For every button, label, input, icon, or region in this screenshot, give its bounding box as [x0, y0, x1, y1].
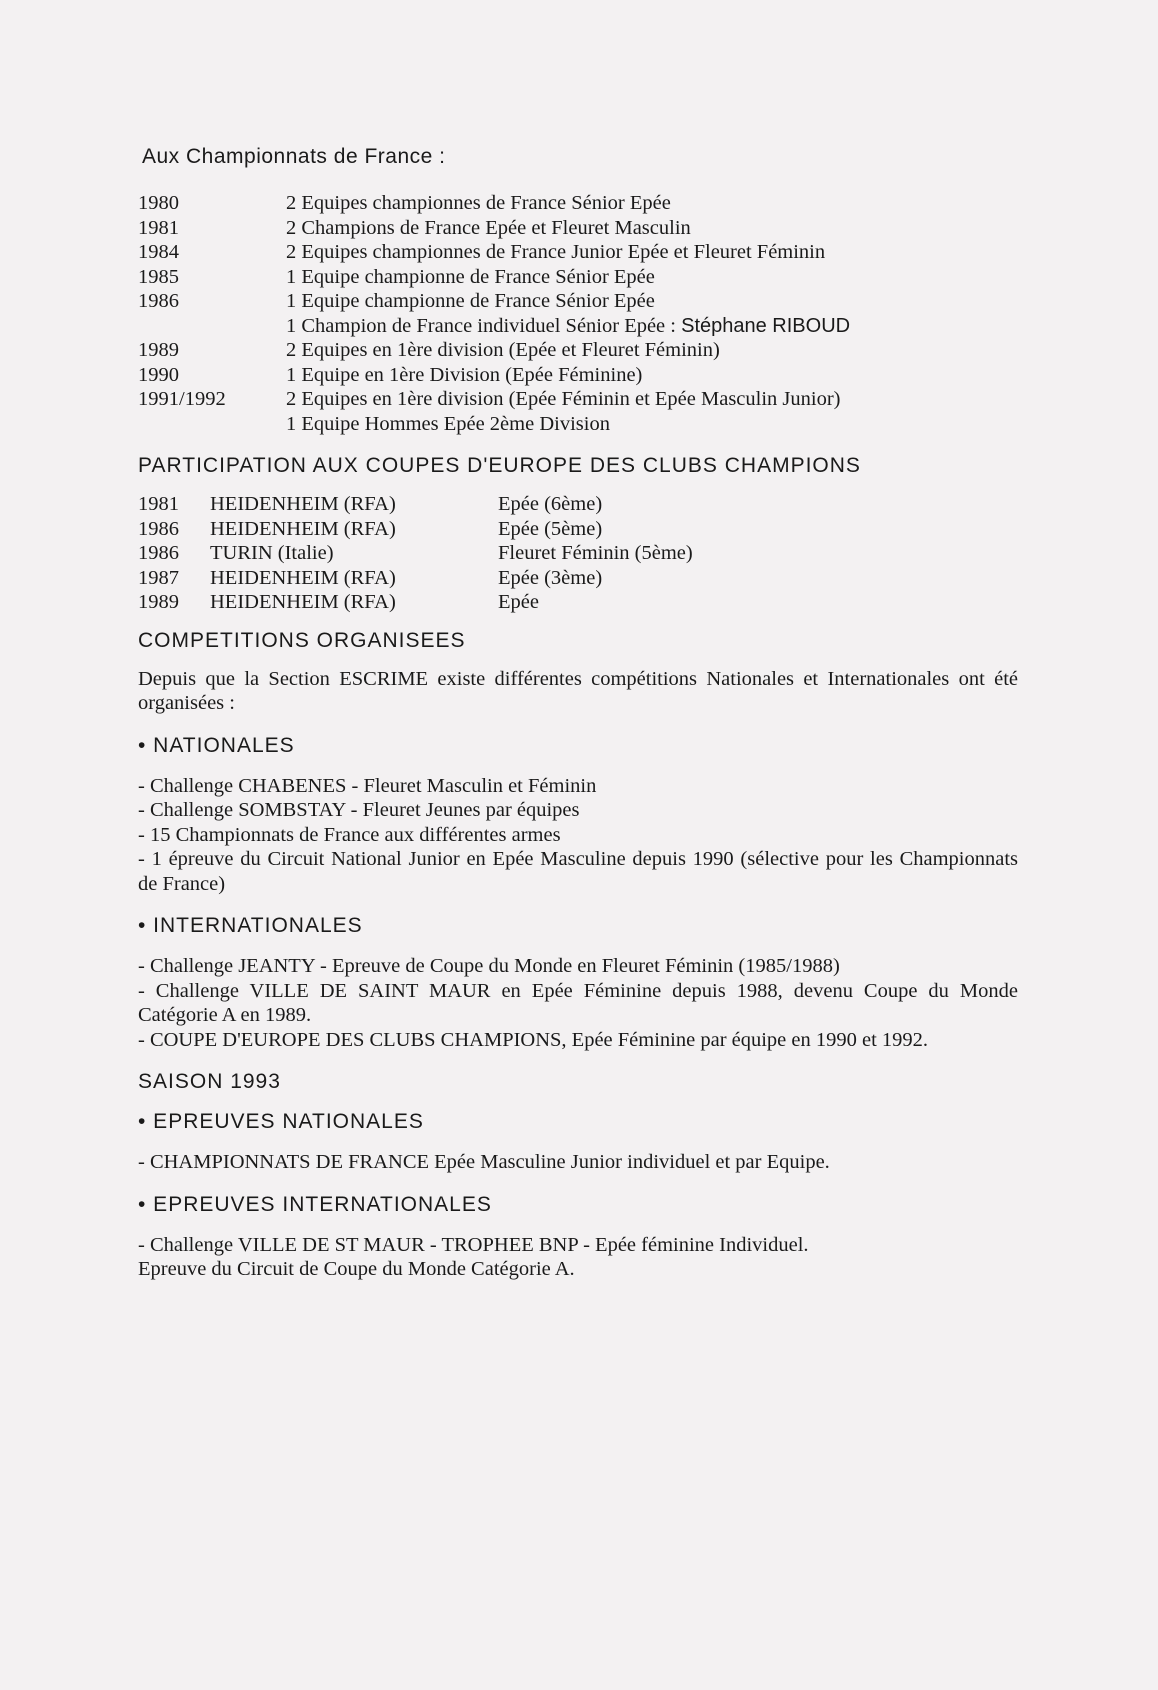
championnat-text-body: 1 Champion de France individuel Sénior Epée :: [286, 314, 682, 337]
nationale-item: - 1 épreuve du Circuit National Junior en Epée Masculine depuis 1990 (sélective pour les Championnats de France): [138, 848, 1018, 895]
internationale-item: - Challenge JEANTY - Epreuve de Coupe du Monde en Fleuret Féminin (1985/1988): [138, 955, 840, 977]
coupe-category: Fleuret Féminin (5ème): [498, 542, 693, 564]
competitions-intro: Depuis que la Section ESCRIME existe différentes compétitions Nationales et Internationales ont été organisées :: [138, 667, 1018, 714]
championnats-list: [138, 191, 1018, 436]
coupe-year: 1981: [138, 493, 179, 515]
coupe-row: [138, 517, 1018, 542]
championnat-text: [286, 412, 1018, 437]
championnat-text: [286, 363, 1018, 388]
championnat-year: 1989: [138, 339, 179, 361]
coupe-year: 1989: [138, 591, 179, 613]
championnat-text-body: 2 Equipes championnes de France Sénior Epée: [286, 192, 671, 214]
epreuves-nationales-list: [138, 1150, 1018, 1175]
championnat-text: [286, 314, 1018, 339]
championnat-text-body: 2 Equipes en 1ère division (Epée et Fleuret Féminin): [286, 339, 720, 361]
nationales-list: [138, 774, 1018, 897]
championnat-text-body: 2 Champions de France Epée et Fleuret Masculin: [286, 216, 691, 239]
nationale-item: - Challenge SOMBSTAY - Fleuret Jeunes par équipes: [138, 799, 580, 821]
championnat-row: [138, 338, 1018, 363]
championnats-title: Aux Championnats de France :: [142, 145, 446, 168]
championnat-text: [286, 191, 1018, 216]
championnat-text: [286, 289, 1018, 314]
championnat-row: [138, 412, 1018, 437]
championnat-year: 1985: [138, 265, 179, 288]
championnat-year: [138, 314, 286, 339]
coupe-row: [138, 566, 1018, 591]
coupes-title: PARTICIPATION AUX COUPES D'EUROPE DES CLUBS CHAMPIONS: [138, 454, 861, 477]
coupe-category: Epée (6ème): [498, 493, 603, 515]
coupes-list: [138, 492, 1018, 615]
championnat-row: [138, 216, 1018, 241]
championnat-row: [138, 387, 1018, 412]
coupe-year: 1987: [138, 566, 179, 589]
championnat-year: 1986: [138, 290, 179, 312]
coupe-club: HEIDENHEIM (RFA): [210, 517, 396, 540]
championnat-text: [286, 338, 1018, 363]
competitions-title: COMPETITIONS ORGANISEES: [138, 628, 466, 652]
championnat-row: [138, 289, 1018, 314]
coupe-club: TURIN (Italie): [210, 542, 334, 564]
championnat-year: 1984: [138, 241, 179, 263]
championnat-text-body: 2 Equipes championnes de France Junior Epée et Fleuret Féminin: [286, 241, 826, 263]
epreuve-nationale-item: - CHAMPIONNATS DE FRANCE Epée Masculine Junior individuel et par Equipe.: [138, 1151, 830, 1173]
championnat-text: [286, 265, 1018, 290]
document-content: [138, 145, 1018, 1282]
championnat-text: [286, 240, 1018, 265]
championnat-year: 1991/1992: [138, 388, 226, 410]
epreuves-nationales-title: • EPREUVES NATIONALES: [138, 1110, 424, 1133]
saison-title: SAISON 1993: [138, 1070, 281, 1093]
coupe-category: Epée: [498, 591, 539, 613]
coupe-club: HEIDENHEIM (RFA): [210, 591, 396, 613]
internationale-item: - Challenge VILLE DE SAINT MAUR en Epée Féminine depuis 1988, devenu Coupe du Monde Catégorie A en 1989.: [138, 979, 1018, 1026]
coupe-category: Epée (5ème): [498, 517, 603, 540]
epreuve-internationale-item: Epreuve du Circuit de Coupe du Monde Catégorie A.: [138, 1258, 575, 1280]
championnat-year: 1990: [138, 363, 179, 386]
championnat-text: [286, 387, 1018, 412]
internationale-item: - COUPE D'EUROPE DES CLUBS CHAMPIONS, Epée Féminine par équipe en 1990 et 1992.: [138, 1028, 929, 1051]
championnat-text-body: 1 Equipe Hommes Epée 2ème Division: [286, 412, 610, 435]
championnat-row: [138, 363, 1018, 388]
nationales-title: • NATIONALES: [138, 733, 295, 757]
championnat-text-body: 2 Equipes en 1ère division (Epée Féminin et Epée Masculin Junior): [286, 388, 841, 410]
nationale-item: - Challenge CHABENES - Fleuret Masculin et Féminin: [138, 774, 597, 797]
championnat-year: [138, 412, 286, 437]
coupe-category: Epée (3ème): [498, 566, 603, 589]
championnat-row: [138, 265, 1018, 290]
epreuve-internationale-item: - Challenge VILLE DE ST MAUR - TROPHEE BNP - Epée féminine Individuel.: [138, 1233, 809, 1256]
nationale-item: - 15 Championnats de France aux différentes armes: [138, 823, 561, 846]
coupe-row: [138, 541, 1018, 566]
championnat-text: [286, 216, 1018, 241]
internationales-title: • INTERNATIONALES: [138, 914, 363, 937]
championnat-row: [138, 240, 1018, 265]
championnat-year: 1980: [138, 192, 179, 214]
coupe-club: HEIDENHEIM (RFA): [210, 566, 396, 589]
championnat-year: 1981: [138, 216, 179, 239]
coupe-club: HEIDENHEIM (RFA): [210, 493, 396, 515]
coupe-year: 1986: [138, 517, 179, 540]
epreuves-internationales-title: • EPREUVES INTERNATIONALES: [138, 1192, 492, 1216]
internationales-list: [138, 954, 1018, 1052]
coupe-row: [138, 492, 1018, 517]
epreuves-internationales-list: [138, 1233, 1018, 1282]
championnat-row: [138, 191, 1018, 216]
championnat-text-body: 1 Equipe championne de France Sénior Epée: [286, 265, 655, 288]
championnat-text-body: 1 Equipe en 1ère Division (Epée Féminine): [286, 363, 643, 386]
championnat-row: [138, 314, 1018, 339]
coupe-row: [138, 590, 1018, 615]
champion-name: Stéphane RIBOUD: [681, 314, 851, 337]
coupe-year: 1986: [138, 542, 179, 564]
championnat-text-body: 1 Equipe championne de France Sénior Epée: [286, 290, 655, 312]
